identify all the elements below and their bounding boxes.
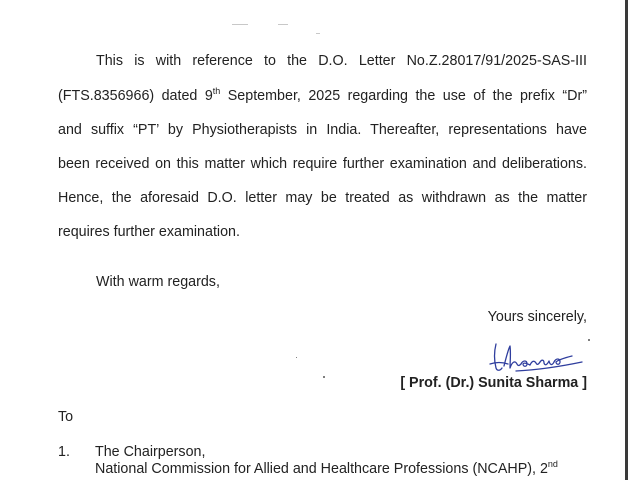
recipient-number: 1.: [58, 444, 70, 460]
scan-artifact: [278, 24, 288, 25]
recipient-text: National Commission for Allied and Healthcare Professions (NCAHP), 2: [95, 461, 548, 477]
scan-artifact: [316, 33, 320, 34]
recipient-line: [95, 461, 558, 477]
recipient-line: The Chairperson,: [95, 444, 206, 460]
paragraph-text: September, 2025 regarding the use of the prefix “Dr”: [220, 88, 588, 104]
paragraph-line: requires further examination.: [58, 224, 240, 240]
handwritten-signature: [486, 338, 590, 376]
scan-artifact: [232, 24, 248, 25]
scan-artifact: [323, 376, 325, 378]
paragraph-line: been received on this matter which require further examination and deliberations.: [58, 156, 587, 172]
ordinal-suffix: th: [212, 86, 221, 96]
paragraph-line: This is with reference to the D.O. Letter No.Z.28017/91/2025-SAS-III: [96, 53, 587, 69]
closing-regards: With warm regards,: [96, 274, 220, 290]
paragraph-line: Hence, the aforesaid D.O. letter may be treated as withdrawn as the matter: [58, 190, 587, 206]
signatory-name: [ Prof. (Dr.) Sunita Sharma ]: [400, 375, 587, 391]
scan-artifact: [296, 357, 297, 358]
scan-artifact: [588, 339, 590, 341]
to-label: To: [58, 409, 74, 425]
paragraph-line: and suffix “PT’ by Physiotherapists in India. Thereafter, representations have: [58, 122, 587, 138]
paragraph-line: [58, 88, 587, 104]
paragraph-text: (FTS.8356966) dated 9: [58, 88, 213, 104]
ordinal-suffix: nd: [547, 459, 558, 469]
closing-yours-sincerely: Yours sincerely,: [487, 309, 587, 325]
